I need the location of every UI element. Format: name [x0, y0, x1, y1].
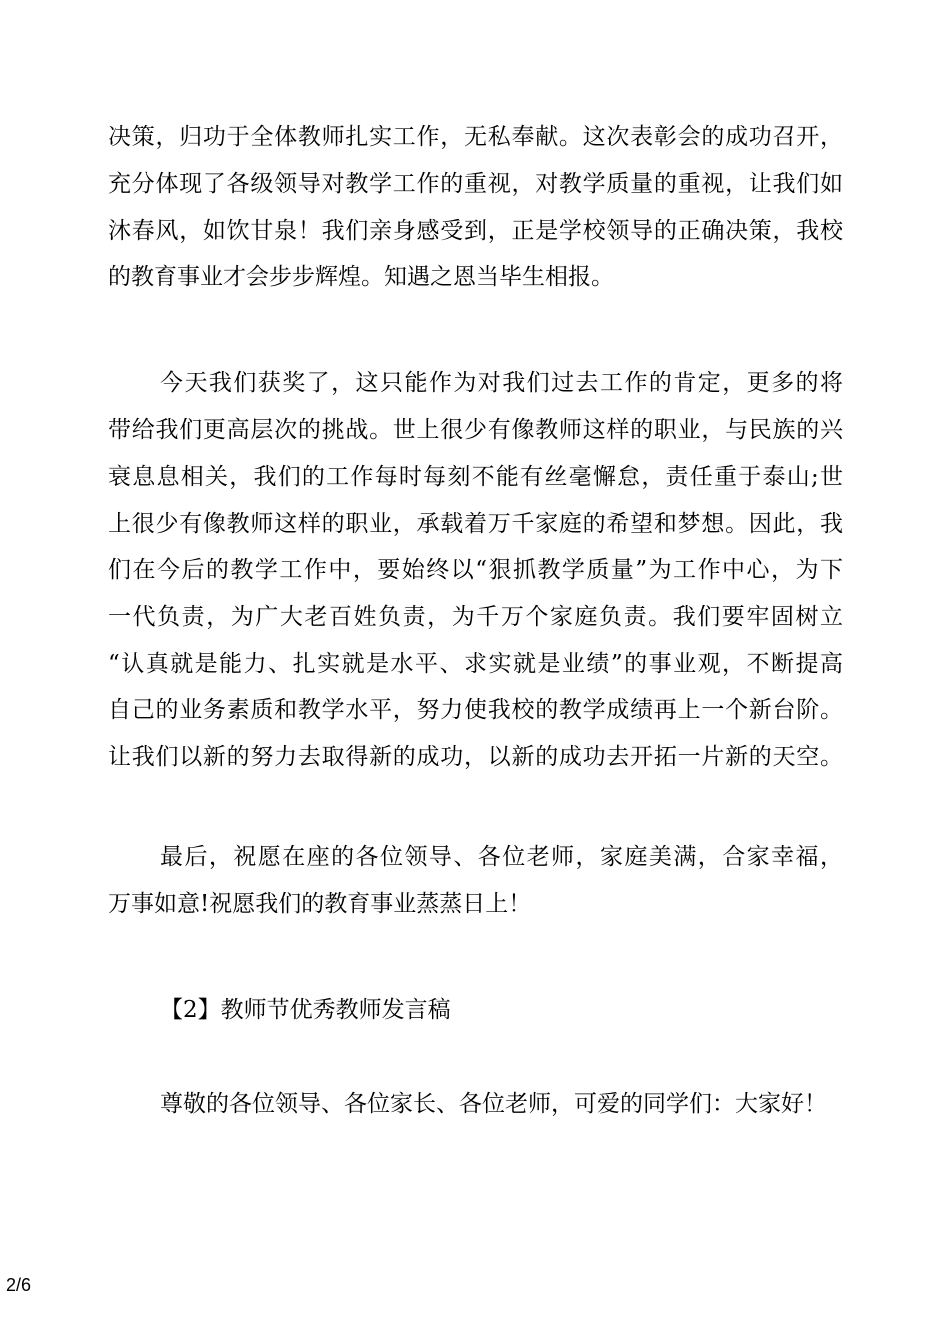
text-line: 自己的业务素质和教学水平，努力使我校的教学成绩再上一个新台阶。 [108, 697, 843, 723]
text-line: 充分体现了各级领导对教学工作的重视，对教学质量的重视，让我们如 [108, 171, 843, 197]
text-line: 决策，归功于全体教师扎实工作，无私奉献。这次表彰会的成功召开， [108, 124, 843, 150]
text-line: 们在今后的教学工作中，要始终以“狠抓教学质量”为工作中心，为下 [108, 557, 843, 583]
section-heading: 【2】教师节优秀教师发言稿 [160, 997, 451, 1023]
text-line: 沐春风，如饮甘泉！我们亲身感受到，正是学校领导的正确决策，我校 [108, 218, 843, 244]
text-line: 带给我们更高层次的挑战。世上很少有像教师这样的职业，与民族的兴 [108, 417, 843, 443]
text-line: 一代负责，为广大老百姓负责，为千万个家庭负责。我们要牢固树立 [108, 604, 843, 630]
text-line: 衰息息相关，我们的工作每时每刻不能有丝毫懈怠，责任重于泰山;世 [108, 464, 843, 490]
text-line: 上很少有像教师这样的职业，承载着万千家庭的希望和梦想。因此，我 [108, 511, 843, 537]
greeting-line: 尊敬的各位领导、各位家长、各位老师，可爱的同学们：大家好！ [160, 1091, 827, 1117]
text-line: “认真就是能力、扎实就是水平、求实就是业绩”的事业观，不断提高 [108, 651, 843, 677]
page-number: 2/6 [6, 1275, 32, 1295]
text-line: 今天我们获奖了，这只能作为对我们过去工作的肯定，更多的将 [160, 370, 843, 396]
text-line: 的教育事业才会步步辉煌。知遇之恩当毕生相报。 [108, 264, 614, 290]
text-line: 最后，祝愿在座的各位领导、各位老师，家庭美满，合家幸福， [160, 844, 843, 870]
text-line: 万事如意!祝愿我们的教育事业蒸蒸日上！ [108, 891, 532, 917]
text-line: 让我们以新的努力去取得新的成功，以新的成功去开拓一片新的天空。 [108, 744, 843, 770]
